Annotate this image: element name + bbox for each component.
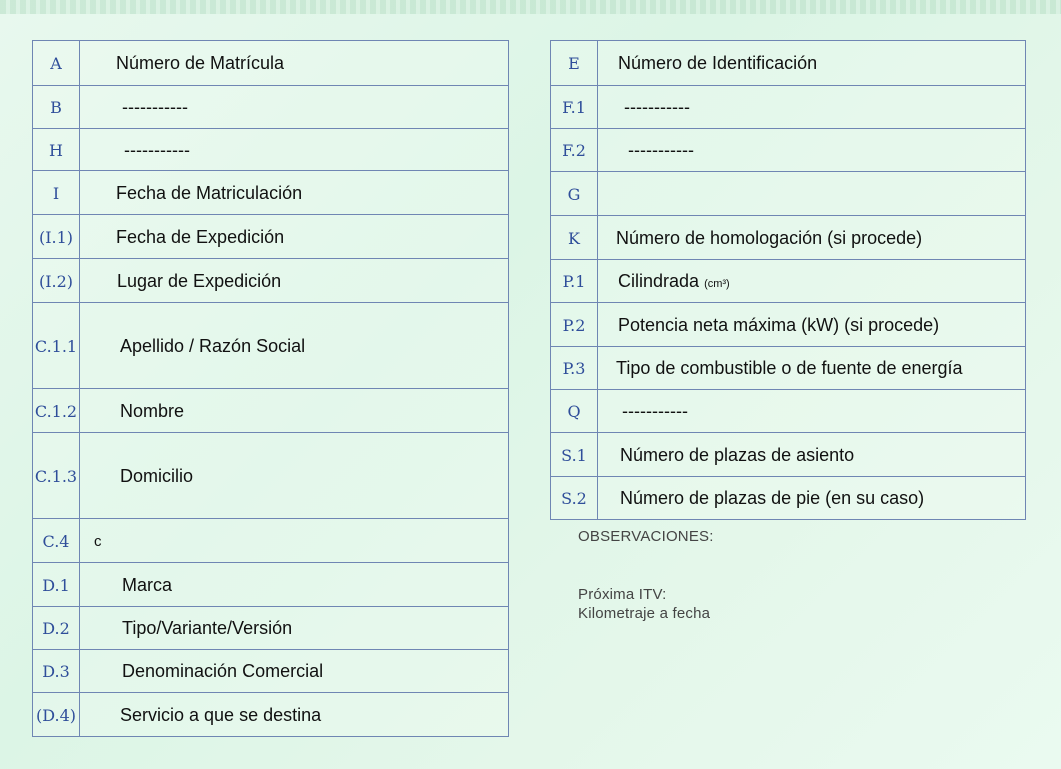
field-code: P.1 <box>551 260 598 303</box>
table-row-c12 <box>33 388 508 433</box>
table-row-g <box>551 171 1025 216</box>
table-row-d1 <box>33 562 508 607</box>
field-label: ----------- <box>622 401 688 421</box>
field-code: B <box>33 86 80 129</box>
field-code: G <box>551 172 598 216</box>
field-code: A <box>33 41 80 85</box>
field-label: Lugar de Expedición <box>117 270 282 291</box>
table-row-d2 <box>33 606 508 650</box>
table-row-c11 <box>33 302 508 389</box>
mileage-label: Kilometraje a fecha <box>578 605 711 622</box>
field-label: Número de homologación (si procede) <box>616 227 923 248</box>
table-row-p2 <box>551 302 1025 347</box>
table-row-b <box>33 85 508 129</box>
field-code: Q <box>551 390 598 433</box>
field-code: D.3 <box>33 650 80 693</box>
table-row-e <box>551 41 1025 85</box>
table-row-s2 <box>551 476 1025 520</box>
field-code: D.2 <box>33 607 80 650</box>
field-code: H <box>33 129 80 171</box>
table-row-p3 <box>551 346 1025 390</box>
field-code: C.1.2 <box>33 389 80 433</box>
table-row-p1 <box>551 259 1025 303</box>
field-code: K <box>551 216 598 260</box>
table-row-d4 <box>33 692 508 737</box>
field-code: P.2 <box>551 303 598 347</box>
field-code: P.3 <box>551 347 598 390</box>
field-label: ----------- <box>124 139 190 160</box>
next-itv-label: Próxima ITV: <box>578 586 667 603</box>
field-label: Número de plazas de asiento <box>620 444 855 465</box>
field-label: ----------- <box>624 97 690 117</box>
field-label: Tipo de combustible o de fuente de energía <box>616 358 963 378</box>
field-code: C.1.1 <box>33 303 80 389</box>
field-label: Número de Matrícula <box>116 52 285 73</box>
field-code: F.1 <box>551 86 598 129</box>
field-code: (I.2) <box>33 259 80 303</box>
field-code: C.4 <box>33 519 80 563</box>
field-label: Tipo/Variante/Versión <box>122 618 293 638</box>
field-label: Denominación Comercial <box>122 661 324 681</box>
field-label: Fecha de Expedición <box>116 226 285 247</box>
field-label: Apellido / Razón Social <box>120 335 306 356</box>
field-label: c <box>94 532 102 550</box>
field-label: Marca <box>122 574 173 595</box>
table-row-q <box>551 389 1025 433</box>
table-row-i2 <box>33 258 508 303</box>
table-row-i <box>33 170 508 215</box>
field-code: C.1.3 <box>33 433 80 519</box>
table-row-i1 <box>33 214 508 259</box>
field-code: (D.4) <box>33 693 80 737</box>
table-row-a <box>33 41 508 85</box>
unit-label: (cm³) <box>704 278 730 290</box>
field-label: Nombre <box>120 400 185 421</box>
field-code: S.1 <box>551 433 598 477</box>
table-row-s1 <box>551 432 1025 477</box>
right-table <box>550 40 1026 520</box>
table-row-h <box>33 128 508 171</box>
field-code: D.1 <box>33 563 80 607</box>
table-row-k <box>551 215 1025 260</box>
field-code: I <box>33 171 80 215</box>
table-row-f2 <box>551 128 1025 172</box>
table-row-c13 <box>33 432 508 519</box>
field-code: F.2 <box>551 129 598 172</box>
field-label: ----------- <box>122 97 188 117</box>
table-row-f1 <box>551 85 1025 129</box>
field-label: Servicio a que se destina <box>120 704 322 725</box>
field-label: Domicilio <box>120 465 194 486</box>
observations-title: OBSERVACIONES: <box>578 528 714 545</box>
field-label <box>618 271 730 292</box>
field-label: ----------- <box>628 140 694 160</box>
field-label: Número de plazas de pie (en su caso) <box>620 488 925 508</box>
document-top-border <box>0 0 1061 14</box>
field-code: (I.1) <box>33 215 80 259</box>
cylinder-capacity-label: Cilindrada <box>618 271 700 291</box>
field-label: Potencia neta máxima (kW) (si procede) <box>618 314 940 335</box>
table-row-c4 <box>33 518 508 563</box>
field-label: Número de Identificación <box>618 52 818 73</box>
field-label: Fecha de Matriculación <box>116 182 303 203</box>
field-code: E <box>551 41 598 85</box>
left-table <box>32 40 509 737</box>
table-row-d3 <box>33 649 508 693</box>
field-code: S.2 <box>551 477 598 520</box>
